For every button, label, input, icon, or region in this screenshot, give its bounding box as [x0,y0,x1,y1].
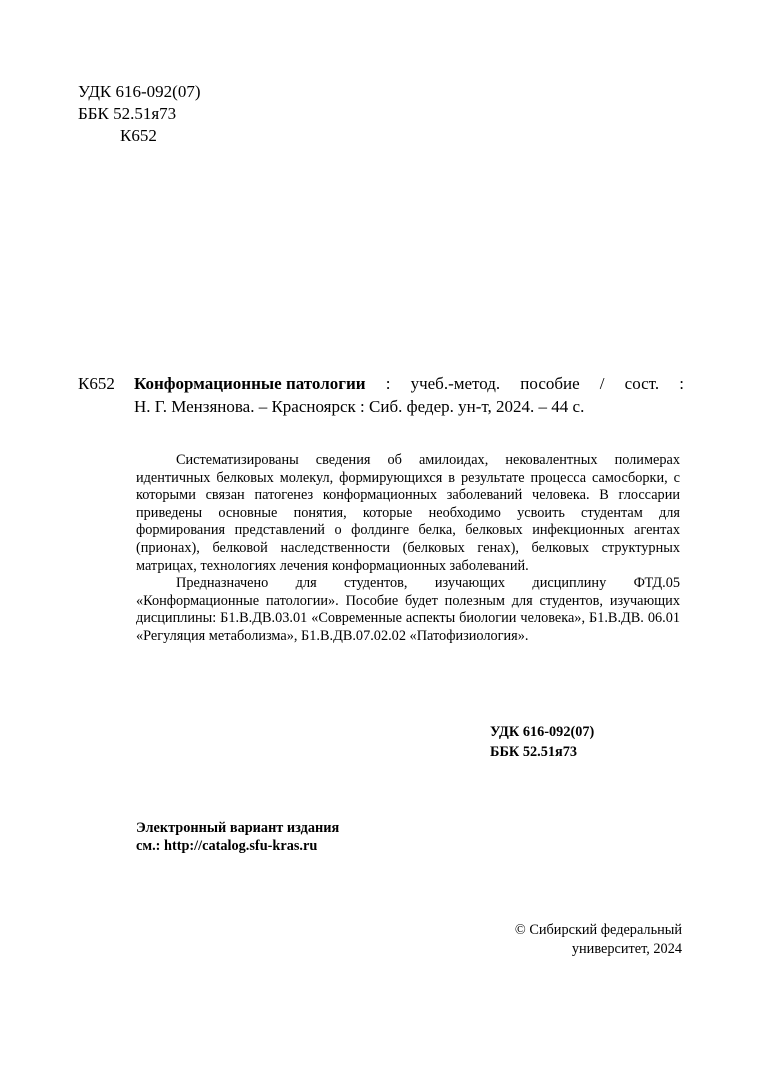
udk-code: УДК 616-092(07) [78,82,201,101]
bbk-code: ББК 52.51я73 [78,104,177,123]
bib-title: Конформационные патологии [134,374,366,393]
bib-sign: К652 [78,374,115,393]
bib-word: : [385,374,391,393]
catalog-link[interactable]: см.: http://catalog.sfu-kras.ru [136,838,318,854]
bib-word: : [679,374,684,393]
abstract-paragraph-2: Предназначено для студентов, изучающих дисциплину ФТД.05 «Конформационные патологии». Пособие будет полезным для студентов, изучающих дисциплины: Б1.В.ДВ.03.01 «Современные аспекты биологии человека», Б1.В.ДВ. 06.01 «Регуляция метаболизма», Б1.В.ДВ.07.02.02 «Патофизиология». [136,575,680,644]
copyright-line-2: университет, 2024 [571,941,682,957]
footer-bbk-code: ББК 52.51я73 [490,744,578,760]
abstract [136,452,680,646]
bib-word: / [599,374,605,393]
author-sign: К652 [120,126,157,145]
bib-word: учеб.-метод. [410,374,501,393]
bib-word: сост. [624,374,660,393]
electronic-version-label: Электронный вариант издания [136,820,340,836]
bib-line-1 [134,372,684,395]
bib-line-2: Н. Г. Мензянова. – Красноярск : Сиб. федер. ун-т, 2024. – 44 с. [134,397,585,416]
bib-word: пособие [520,374,580,393]
footer-udk-code: УДК 616-092(07) [490,724,595,740]
copyright-line-1: © Сибирский федеральный [514,922,682,938]
abstract-paragraph-1: Систематизированы сведения об амилоидах, нековалентных полимерах идентичных белковых молекул, формирующихся в результате процесса самосборки, с которыми связан патогенез конформационных заболеваний человека. В глоссарии приведены основные понятия, которые необходимо усвоить студентам для формирования представлений о фолдинге белка, белковых инфекционных агентах (прионах), белковой наследственности (белковых генах), белковых структурных матрицах, технологиях лечения конформационных заболеваний. [136,452,680,574]
